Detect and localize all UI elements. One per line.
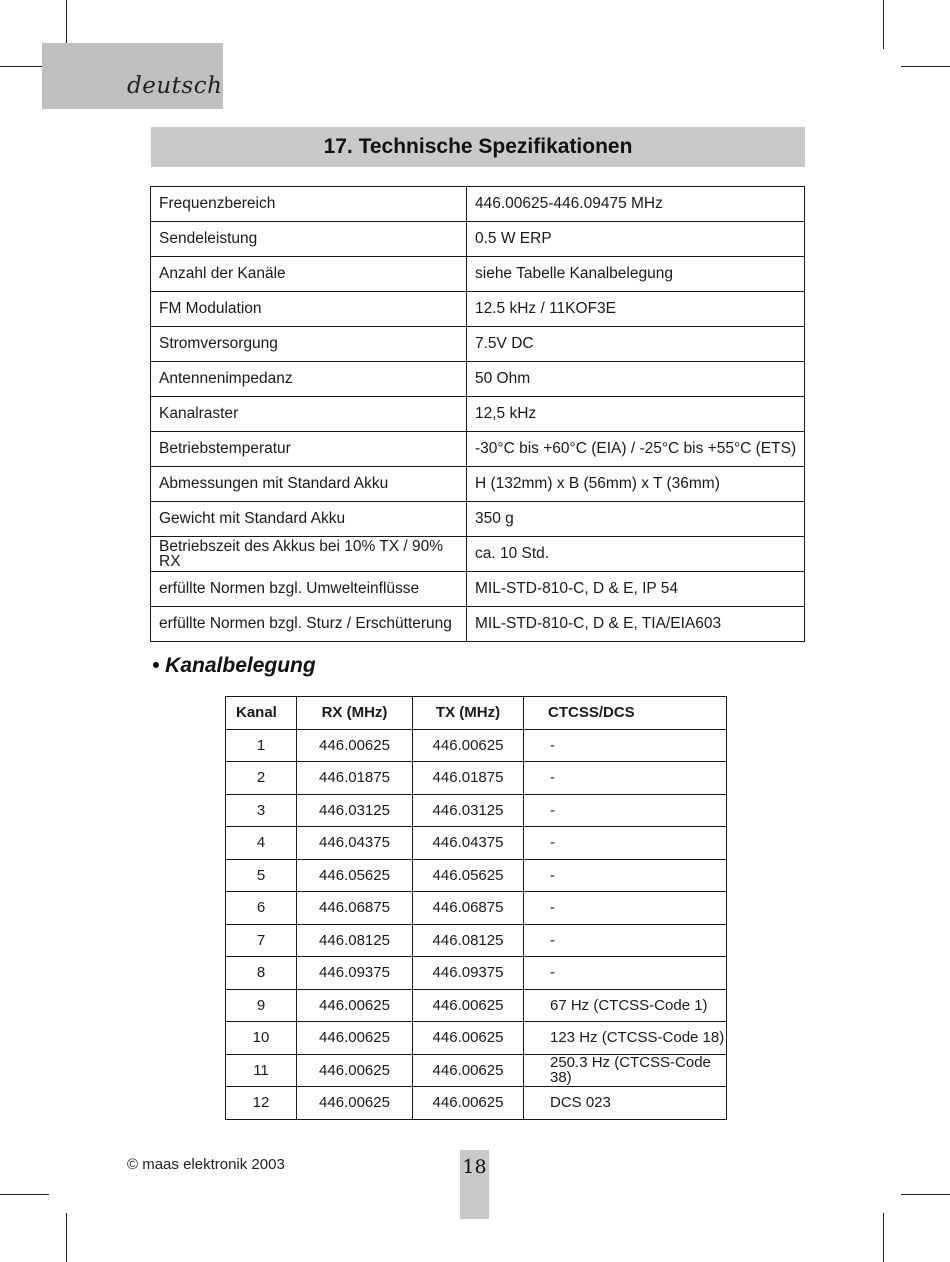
spec-row — [151, 222, 805, 257]
spec-row — [151, 327, 805, 362]
table-cell: 446.08125 — [297, 924, 413, 957]
table-cell: - — [524, 924, 727, 957]
channel-heading: • Kanalbelegung — [152, 654, 316, 677]
spec-key: Betriebstemperatur — [151, 432, 467, 467]
spec-value: 350 g — [467, 502, 805, 537]
spec-key: FM Modulation — [151, 292, 467, 327]
table-row — [226, 924, 727, 957]
column-header: Kanal — [226, 697, 297, 730]
spec-key: Abmessungen mit Standard Akku — [151, 467, 467, 502]
spec-row — [151, 607, 805, 642]
table-cell: 4 — [226, 827, 297, 860]
table-cell: - — [524, 859, 727, 892]
table-cell: 446.03125 — [297, 794, 413, 827]
table-cell: 446.01875 — [413, 762, 524, 795]
spec-key: Antennenimpedanz — [151, 362, 467, 397]
page-number-box — [460, 1150, 489, 1219]
table-cell: 446.09375 — [413, 957, 524, 990]
table-cell: 446.05625 — [297, 859, 413, 892]
table-cell: 446.00625 — [297, 1022, 413, 1055]
table-cell: - — [524, 827, 727, 860]
table-cell: 446.00625 — [413, 1087, 524, 1120]
table-cell: 8 — [226, 957, 297, 990]
language-label: deutsch — [127, 73, 223, 99]
table-cell: 10 — [226, 1022, 297, 1055]
spec-key: Frequenzbereich — [151, 187, 467, 222]
column-header: RX (MHz) — [297, 697, 413, 730]
column-header: CTCSS/DCS — [524, 697, 727, 730]
spec-value: MIL-STD-810-C, D & E, TIA/EIA603 — [467, 607, 805, 642]
spec-row — [151, 572, 805, 607]
table-cell: 6 — [226, 892, 297, 925]
table-cell: 446.04375 — [297, 827, 413, 860]
table-cell: 5 — [226, 859, 297, 892]
table-row — [226, 1087, 727, 1120]
table-cell: 67 Hz (CTCSS-Code 1) — [524, 989, 727, 1022]
table-cell: 2 — [226, 762, 297, 795]
table-row — [226, 762, 727, 795]
table-cell: 446.03125 — [413, 794, 524, 827]
table-row — [226, 892, 727, 925]
table-row — [226, 859, 727, 892]
table-cell: 9 — [226, 989, 297, 1022]
page-number: 18 — [462, 1156, 487, 1178]
spec-value: 12,5 kHz — [467, 397, 805, 432]
spec-value: 0.5 W ERP — [467, 222, 805, 257]
spec-value: 50 Ohm — [467, 362, 805, 397]
table-cell: 12 — [226, 1087, 297, 1120]
spec-row — [151, 257, 805, 292]
table-cell: - — [524, 957, 727, 990]
table-cell: - — [524, 729, 727, 762]
spec-key: Kanalraster — [151, 397, 467, 432]
section-title: 17. Technische Spezifikationen — [151, 127, 805, 167]
table-cell: 446.05625 — [413, 859, 524, 892]
spec-key: Anzahl der Kanäle — [151, 257, 467, 292]
spec-key: Gewicht mit Standard Akku — [151, 502, 467, 537]
table-cell: - — [524, 762, 727, 795]
table-cell: 446.06875 — [297, 892, 413, 925]
table-row — [226, 827, 727, 860]
spec-value: 12.5 kHz / 11KOF3E — [467, 292, 805, 327]
table-cell: 446.00625 — [413, 989, 524, 1022]
table-cell: 446.00625 — [297, 1087, 413, 1120]
spec-row — [151, 502, 805, 537]
table-cell: 446.00625 — [413, 1054, 524, 1087]
crop-mark — [901, 1194, 950, 1195]
spec-key: Betriebszeit des Akkus bei 10% TX / 90% RX — [151, 537, 467, 572]
spec-row — [151, 397, 805, 432]
table-cell: 446.00625 — [413, 1022, 524, 1055]
crop-mark — [66, 0, 67, 49]
copyright: © maas elektronik 2003 — [127, 1156, 285, 1173]
table-cell: 446.09375 — [297, 957, 413, 990]
column-header: TX (MHz) — [413, 697, 524, 730]
spec-key: Stromversorgung — [151, 327, 467, 362]
table-cell: 11 — [226, 1054, 297, 1087]
spec-value: H (132mm) x B (56mm) x T (36mm) — [467, 467, 805, 502]
table-cell: 446.01875 — [297, 762, 413, 795]
table-row — [226, 989, 727, 1022]
table-cell: 446.08125 — [413, 924, 524, 957]
table-cell: 446.00625 — [413, 729, 524, 762]
spec-value: ca. 10 Std. — [467, 537, 805, 572]
channel-table — [225, 696, 727, 1120]
spec-key: erfüllte Normen bzgl. Sturz / Erschütterung — [151, 607, 467, 642]
table-cell: 7 — [226, 924, 297, 957]
table-cell: 446.04375 — [413, 827, 524, 860]
table-cell: 446.00625 — [297, 729, 413, 762]
crop-mark — [883, 0, 884, 49]
spec-row — [151, 537, 805, 572]
spec-key: Sendeleistung — [151, 222, 467, 257]
table-cell: 446.06875 — [413, 892, 524, 925]
table-row — [226, 1022, 727, 1055]
channel-header-row — [226, 697, 727, 730]
spec-row — [151, 292, 805, 327]
spec-row — [151, 467, 805, 502]
spec-key: erfüllte Normen bzgl. Umwelteinflüsse — [151, 572, 467, 607]
spec-row — [151, 362, 805, 397]
table-cell: DCS 023 — [524, 1087, 727, 1120]
table-cell: 3 — [226, 794, 297, 827]
table-row — [226, 957, 727, 990]
spec-value: -30°C bis +60°C (EIA) / -25°C bis +55°C (ETS) — [467, 432, 805, 467]
spec-value: 7.5V DC — [467, 327, 805, 362]
crop-mark — [901, 66, 950, 67]
spec-row — [151, 432, 805, 467]
crop-mark — [0, 1194, 49, 1195]
language-tab — [42, 43, 223, 109]
spec-table — [150, 186, 805, 642]
spec-value: MIL-STD-810-C, D & E, IP 54 — [467, 572, 805, 607]
table-cell: 123 Hz (CTCSS-Code 18) — [524, 1022, 727, 1055]
table-row — [226, 794, 727, 827]
table-cell: - — [524, 892, 727, 925]
table-cell: 1 — [226, 729, 297, 762]
table-row — [226, 729, 727, 762]
table-cell: 446.00625 — [297, 1054, 413, 1087]
spec-row — [151, 187, 805, 222]
spec-value: siehe Tabelle Kanalbelegung — [467, 257, 805, 292]
table-row — [226, 1054, 727, 1087]
table-cell: - — [524, 794, 727, 827]
crop-mark — [883, 1213, 884, 1262]
table-cell: 250.3 Hz (CTCSS-Code 38) — [524, 1054, 727, 1087]
spec-value: 446.00625-446.09475 MHz — [467, 187, 805, 222]
table-cell: 446.00625 — [297, 989, 413, 1022]
crop-mark — [66, 1213, 67, 1262]
